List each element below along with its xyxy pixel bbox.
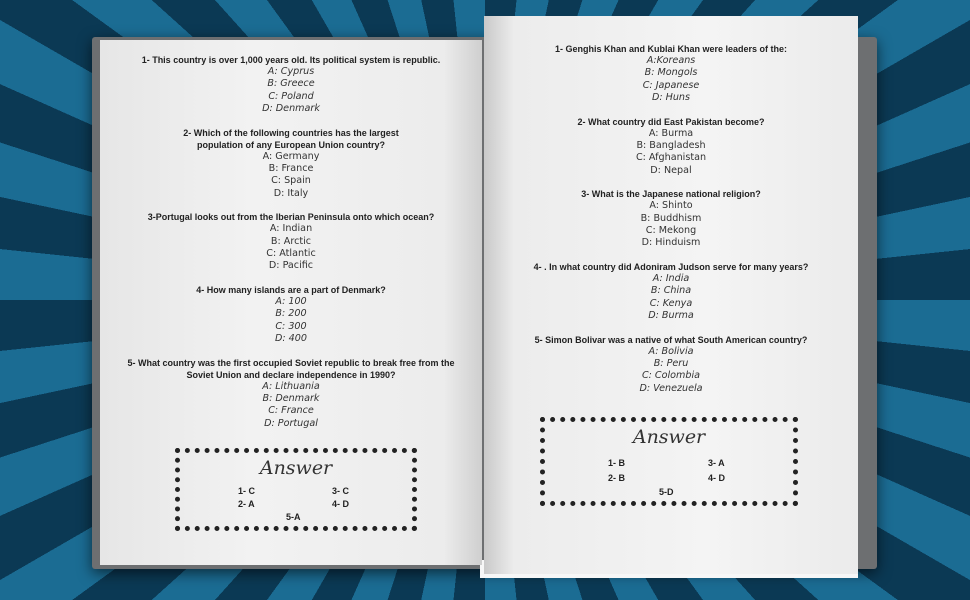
answer-option: D: Nepal (650, 164, 692, 176)
answer-option: D: Huns (651, 92, 691, 104)
answer-item: 2- B (608, 473, 626, 484)
question-1 (100, 54, 482, 116)
question-title: 3- What is the Japanese national religion? (581, 189, 761, 200)
left-page (100, 40, 482, 565)
answer-option: D: Italy (273, 187, 309, 199)
question-2 (100, 127, 482, 201)
answer-item: 3- A (708, 458, 725, 469)
question-4 (484, 261, 858, 323)
answer-option: B: Buddhism (640, 212, 702, 224)
answer-option: A: Bolivia (648, 345, 694, 357)
answer-option: C: Spain (271, 175, 311, 187)
answer-option: C: Japanese (642, 79, 700, 91)
answer-option: B: 200 (275, 308, 307, 320)
answer-item: 4- D (332, 499, 350, 510)
right-page (484, 16, 858, 574)
question-title: 3-Portugal looks out from the Iberian Peninsula onto which ocean? (147, 212, 435, 223)
answer-option: B: China (650, 285, 692, 297)
answer-item: 5-A (286, 512, 301, 523)
answer-option: C: Poland (268, 90, 314, 102)
answer-item: 4- D (708, 473, 726, 484)
answer-option: B: Peru (653, 357, 689, 369)
question-title: 5- What country was the first occupied Soviet republic to break free from the Soviet Union and declare independence in 1990? (127, 357, 455, 380)
answer-title: Answer (259, 457, 333, 480)
answer-option: D: 400 (275, 333, 307, 345)
question-list (100, 54, 482, 531)
question-title: 2- Which of the following countries has the largest population of any European Union country? (183, 127, 399, 150)
answer-item: 3- C (332, 486, 350, 497)
answer-item: 1- C (238, 486, 256, 497)
answer-option: B: France (268, 163, 314, 175)
question-title: 1- This country is over 1,000 years old. Its political system is republic. (141, 55, 441, 65)
answer-option: A: Lithuania (262, 380, 320, 392)
answer-option: A: Shinto (649, 200, 693, 212)
answer-option: B: Greece (267, 78, 315, 90)
answer-box (540, 417, 798, 506)
question-title: 4- . In what country did Adoniram Judson serve for many years? (533, 261, 809, 272)
answer-option: C: France (268, 405, 314, 417)
question-title: 5- Simon Bolivar was a native of what South American country? (534, 334, 808, 345)
answer-option: A: India (652, 272, 690, 284)
answer-option: D: Pacific (268, 260, 314, 272)
question-1 (484, 43, 858, 105)
question-title: 4- How many islands are a part of Denmark? (196, 284, 386, 295)
answer-option: A: Cyprus (267, 66, 315, 77)
answer-option: A: Germany (262, 150, 320, 162)
answer-option: B: Denmark (262, 392, 320, 404)
answer-option: D: Portugal (264, 417, 318, 429)
question-4 (100, 284, 482, 346)
answer-option: C: Colombia (641, 370, 701, 382)
question-2 (484, 116, 858, 178)
answer-option: D: Hinduism (641, 237, 701, 249)
answer-item: 2- A (238, 499, 255, 510)
answer-option: C: Atlantic (266, 248, 316, 260)
answer-option: A:Koreans (646, 55, 696, 66)
answer-option: D: Burma (648, 310, 694, 322)
question-5 (484, 334, 858, 396)
answer-option: C: 300 (275, 320, 307, 332)
question-title: 1- Genghis Khan and Kublai Khan were leaders of the: (554, 44, 788, 54)
answer-option: C: Mekong (645, 225, 697, 237)
answer-option: C: Kenya (649, 297, 693, 309)
question-3 (484, 188, 858, 250)
question-title: 2- What country did East Pakistan become? (577, 116, 765, 127)
answer-option: A: Burma (648, 127, 694, 139)
answer-option: D: Denmark (262, 103, 320, 115)
answer-title: Answer (632, 426, 706, 449)
answer-option: A: Indian (269, 223, 313, 235)
question-list (484, 43, 858, 506)
answer-option: A: 100 (275, 295, 307, 307)
answer-option: B: Bangladesh (636, 140, 706, 152)
answer-item: 5-D (659, 487, 674, 498)
answer-box (175, 448, 417, 531)
answer-option: C: Afghanistan (635, 152, 707, 164)
answer-option: D: Venezuela (639, 382, 703, 394)
answer-option: B: Arctic (270, 235, 312, 247)
question-5 (100, 357, 482, 431)
question-3 (100, 211, 482, 273)
answer-item: 1- B (608, 458, 626, 469)
answer-option: B: Mongols (644, 67, 698, 79)
